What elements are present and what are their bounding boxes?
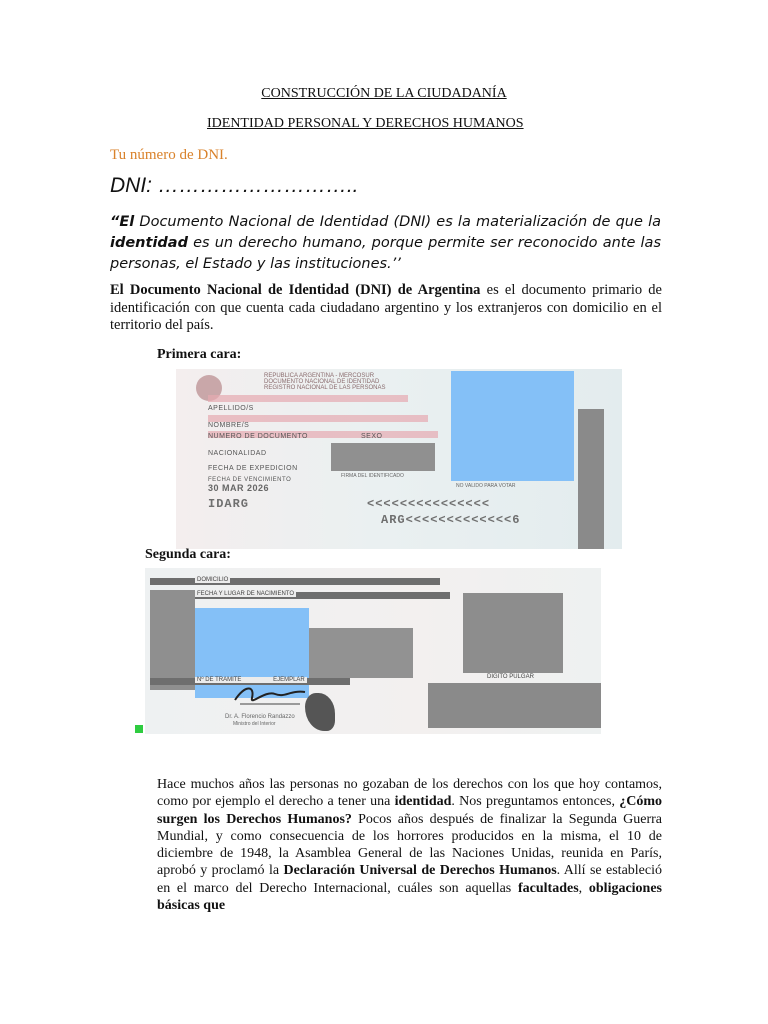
- vencimiento-label: FECHA DE VENCIMIENTO: [208, 477, 292, 483]
- dni-description-paragraph: El Documento Nacional de Identidad (DNI) de Argentina es el documento primario de identificación con que cuenta cada ciudadano argentino y los extranjeros con domicilio en el territorio del país.: [110, 282, 662, 333]
- map-icon: [305, 693, 335, 731]
- card-header: REPUBLICA ARGENTINA - MERCOSUR DOCUMENTO NACIONAL DE IDENTIDAD REGISTRO NACIONAL DE LAS PERSONAS: [264, 373, 386, 391]
- green-marker: [135, 725, 143, 733]
- redacted-block: [578, 409, 604, 549]
- redacted-block: [463, 593, 563, 673]
- document-subtitle: IDENTIDAD PERSONAL Y DERECHOS HUMANOS: [207, 116, 524, 131]
- quote-paragraph: “El Documento Nacional de Identidad (DNI) es la materialización de que la identidad es un derecho humano, porque permite ser reconocido ante las personas, el Estado y las instituciones.’’: [110, 214, 661, 272]
- expedicion-label: FECHA DE EXPEDICION: [208, 465, 298, 472]
- lugar-nacimiento-label: FECHA Y LUGAR DE NACIMIENTO: [197, 591, 295, 597]
- redacted-block: [150, 590, 195, 690]
- nombre-label: NOMBRE/S: [208, 422, 250, 429]
- digito-pulgar-label: DIGITO PULGAR: [487, 674, 534, 680]
- firma-label: FIRMA DEL IDENTIFICADO: [341, 473, 404, 479]
- mrz-line-1: IDARG <<<<<<<<<<<<<<<: [208, 497, 491, 511]
- redacted-block: [428, 683, 601, 728]
- dni-fill-line: DNI: ………………………..: [110, 174, 359, 197]
- numero-label: NUMERO DE DOCUMENTO: [208, 433, 308, 440]
- nacionalidad-label: NACIONALIDAD: [208, 450, 267, 457]
- sexo-label: SEXO: [361, 433, 383, 440]
- segunda-cara-label: Segunda cara:: [145, 547, 231, 562]
- mrz-line-2: ARG<<<<<<<<<<<<<6: [381, 513, 521, 527]
- dni-prompt: Tu número de DNI.: [110, 147, 228, 163]
- tramite-label: Nº DE TRAMITE EJEMPLAR: [197, 677, 305, 683]
- photo-placeholder: [451, 371, 574, 481]
- history-paragraph: Hace muchos años las personas no gozaban de los derechos con los que hoy contamos, como por ejemplo el derecho a tener una identidad. Nos preguntamos entonces, ¿Cómo surgen los Derechos Humanos? Pocos años después de finalizar la Segunda Guerra Mundial, y como consecuencia de los horrores producidos en la misma, el 10 de diciembre de 1948, la Asamblea General de las Naciones Unidas, reunida en París, aprobó y proclamó la Declaración Universal de Derechos Humanos. Allí se estableció en el marco del Derecho Internacional, cuáles son aquellas facultades, obligaciones básicas que: [157, 777, 663, 914]
- firma-cargo: Ministro del Interior: [233, 721, 276, 727]
- domicilio-label: DOMICILIO: [197, 577, 229, 583]
- apellido-label: APELLIDO/S: [208, 405, 254, 412]
- signature-icon: [230, 680, 310, 710]
- dni-front-image: [176, 369, 622, 549]
- dni-back-image: [145, 568, 601, 734]
- vencimiento-fecha: 30 MAR 2026: [208, 483, 270, 493]
- primera-cara-label: Primera cara:: [157, 347, 242, 362]
- document-title: CONSTRUCCIÓN DE LA CIUDADANÍA: [261, 86, 507, 101]
- firma-nombre: Dr. A. Florencio Randazzo: [225, 714, 295, 720]
- redacted-block: [331, 443, 435, 471]
- no-valido-label: NO VALIDO PARA VOTAR: [456, 483, 516, 489]
